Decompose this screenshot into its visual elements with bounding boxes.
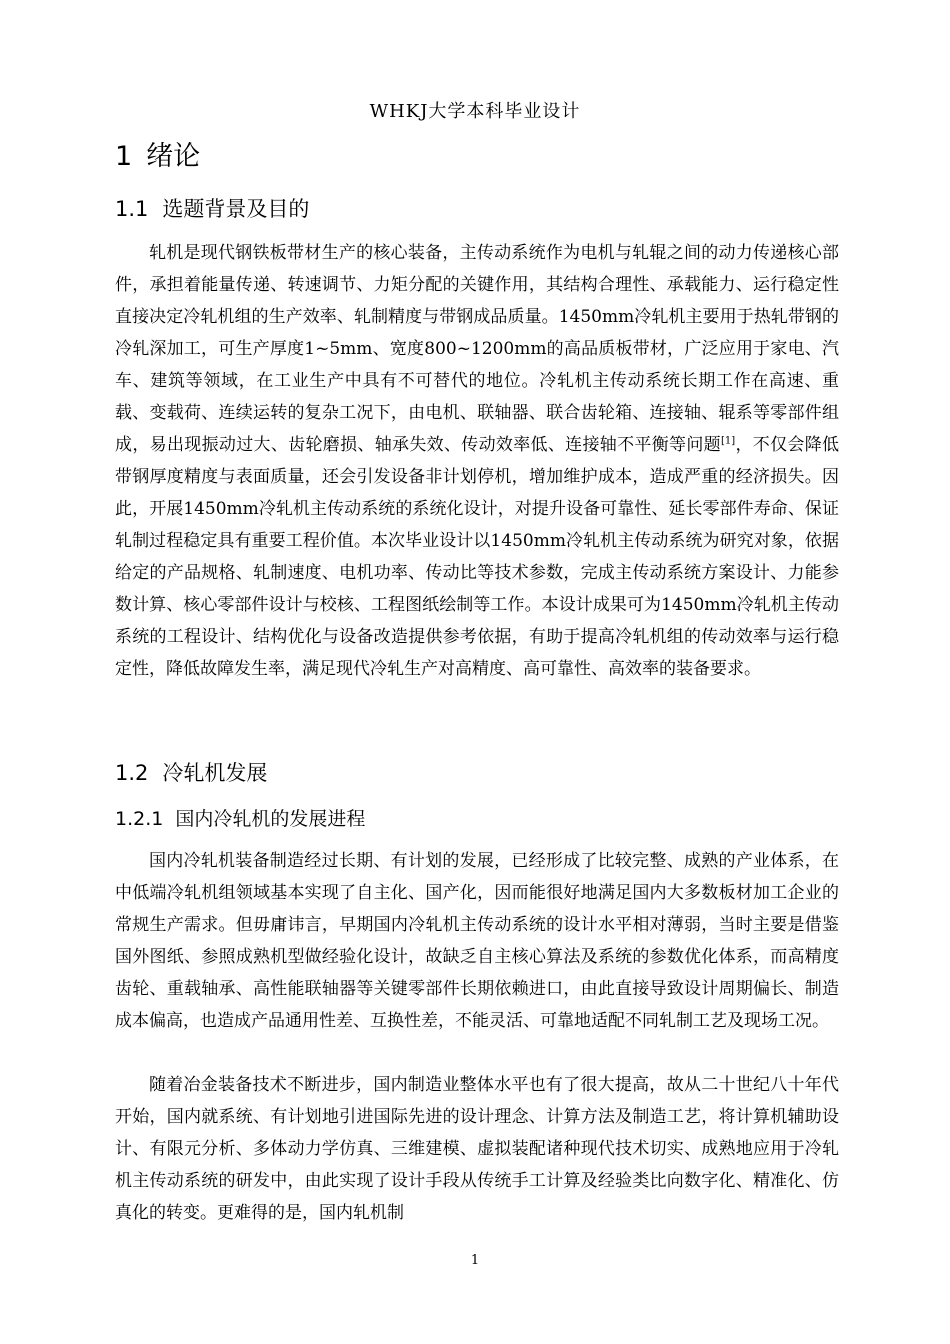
citation-marker: [1]	[720, 435, 736, 447]
subsection-number: 1.2.1	[115, 808, 164, 830]
section-paragraph	[115, 237, 839, 685]
body-paragraph: 随着冶金装备技术不断进步，国内制造业整体水平也有了很大提高，故从二十世纪八十年代开始，国内就系统、有计划地引进国际先进的设计理念、计算方法及制造工艺，将计算机辅助设计、有限元分析、多体动力学仿真、三维建模、虚拟装配诸种现代技术切实、成熟地应用于冷轧机主传动系统的研发中，由此实现了设计手段从传统手工计算及经验类比向数字化、精准化、仿真化的转变。更难得的是，国内轧机制	[115, 1075, 839, 1223]
section-heading-1-2	[115, 757, 267, 789]
chapter-title-text: 绪论	[146, 141, 201, 172]
section-number: 1.2	[115, 761, 149, 785]
chapter-title	[115, 137, 200, 177]
subsection-title: 国内冷轧机的发展进程	[175, 808, 366, 830]
page-number: 1	[470, 1253, 480, 1268]
running-header: WHKJ大学本科毕业设计	[369, 101, 581, 122]
section-title: 选题背景及目的	[162, 197, 310, 221]
subsection-heading-1-2-1	[115, 804, 365, 834]
section-title: 冷轧机发展	[162, 761, 268, 785]
section-heading-1-1	[115, 193, 309, 225]
paragraph-text-continued: ，不仅会降低带钢厚度精度与表面质量，还会引发设备非计划停机，增加维护成本，造成严重的经济损失。因此，开展1450mm冷轧机主传动系统的系统化设计，对提升设备可靠性、延长零部件寿命、保证轧制过程稳定具有重要工程价值。本次毕业设计以1450mm冷轧机主传动系统为研究对象，依据给定的产品规格、轧制速度、电机功率、传动比等技术参数，完成主传动系统方案设计、力能参数计算、核心零部件设计与校核、工程图纸绘制等工作。本设计成果可为1450mm冷轧机主传动系统的工程设计、结构优化与设备改造提供参考依据，有助于提高冷轧机组的传动效率与运行稳定性，降低故障发生率，满足现代冷轧生产对高精度、高可靠性、高效率的装备要求。	[115, 435, 840, 679]
section-number: 1.1	[115, 197, 149, 221]
body-paragraph: 国内冷轧机装备制造经过长期、有计划的发展，已经形成了比较完整、成熟的产业体系，在中低端冷轧机组领域基本实现了自主化、国产化，因而能很好地满足国内大多数板材加工企业的常规生产需求。但毋庸讳言，早期国内冷轧机主传动系统的设计水平相对薄弱，当时主要是借鉴国外图纸、参照成熟机型做经验化设计，故缺乏自主核心算法及系统的参数优化体系，而高精度齿轮、重载轴承、高性能联轴器等关键零部件长期依赖进口，由此直接导致设计周期偏长、制造成本偏高，也造成产品通用性差、互换性差，不能灵活、可靠地适配不同轧制工艺及现场工况。	[115, 851, 839, 1031]
paragraph-text: 轧机是现代钢铁板带材生产的核心装备，主传动系统作为电机与轧辊之间的动力传递核心部件，承担着能量传递、转速调节、力矩分配的关键作用，其结构合理性、承载能力、运行稳定性直接决定冷轧机组的生产效率、轧制精度与带钢成品质量。1450mm冷轧机主要用于热轧带钢的冷轧深加工，可生产厚度1~5mm、宽度800~1200mm的高品质板带材，广泛应用于家电、汽车、建筑等领域，在工业生产中具有不可替代的地位。冷轧机主传动系统长期工作在高速、重载、变载荷、连续运转的复杂工况下，由电机、联轴器、联合齿轮箱、连接轴、辊系等零部件组成，易出现振动过大、齿轮磨损、轴承失效、传动效率低、连接轴不平衡等问题	[115, 243, 839, 455]
chapter-number: 1	[115, 141, 133, 172]
